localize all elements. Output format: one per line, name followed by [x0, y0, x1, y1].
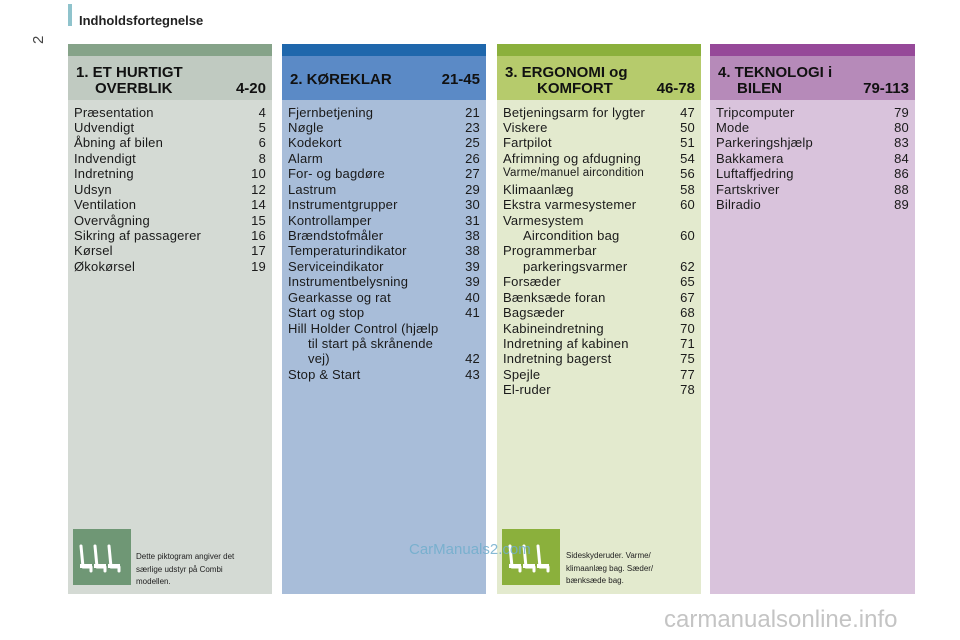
section-header — [497, 56, 701, 100]
toc-entry[interactable] — [74, 259, 266, 274]
entry-page: 79 — [894, 105, 909, 120]
note-line: Dette piktogram angiver det — [136, 552, 235, 561]
page-number: 2 — [30, 35, 47, 44]
toc-entry[interactable] — [503, 367, 695, 382]
section-color-band — [68, 44, 272, 56]
section-page-range: 79-113 — [863, 80, 909, 97]
entry-page: 29 — [465, 182, 480, 197]
section-column-4 — [710, 44, 915, 594]
toc-entry[interactable] — [503, 305, 695, 320]
entry-label: Lastrum — [288, 182, 337, 197]
entry-page: 62 — [680, 259, 695, 274]
toc-entry[interactable] — [288, 228, 480, 243]
entry-page: 51 — [680, 135, 695, 150]
entry-label: Fartpilot — [503, 135, 552, 150]
entry-page: 12 — [251, 182, 266, 197]
section-header — [282, 56, 486, 100]
toc-entry[interactable] — [503, 382, 695, 397]
entry-label: Luftaffjedring — [716, 166, 794, 181]
entry-page: 26 — [465, 151, 480, 166]
entry-label: Indretning af kabinen — [503, 336, 629, 351]
note-line: bænksæde bag. — [566, 576, 624, 585]
entry-label: Temperaturindikator — [288, 243, 407, 258]
toc-entry[interactable] — [503, 182, 695, 197]
entry-label: Viskere — [503, 120, 548, 135]
entry-page: 86 — [894, 166, 909, 181]
toc-entry[interactable] — [503, 135, 695, 150]
section-title-line2: BILEN — [737, 80, 782, 97]
toc-entry[interactable] — [716, 197, 909, 212]
section-title-line1: 1. ET HURTIGT — [76, 64, 183, 81]
toc-entry[interactable] — [288, 182, 480, 197]
entry-page: 65 — [680, 274, 695, 289]
entry-page: 10 — [251, 166, 266, 181]
entry-label: Sikring af passagerer — [74, 228, 202, 243]
entry-label: parkeringsvarmer — [523, 259, 628, 274]
toc-entry[interactable] — [503, 151, 695, 166]
entry-page: 78 — [680, 382, 695, 397]
section-page-range: 4-20 — [235, 80, 266, 97]
section-title-line2: KOMFORT — [537, 80, 613, 97]
toc-entry[interactable] — [74, 166, 266, 181]
note-line: klimaanlæg bag. Sæder/ — [566, 563, 654, 573]
toc-entry[interactable] — [503, 197, 695, 212]
entry-page: 60 — [680, 197, 695, 212]
entry-page: 30 — [465, 197, 480, 212]
toc-entry[interactable] — [288, 166, 480, 181]
toc-entry[interactable] — [74, 243, 266, 258]
toc-entry[interactable] — [288, 120, 480, 135]
entry-page: 50 — [680, 120, 695, 135]
entry-label: Betjeningsarm for lygter — [503, 105, 646, 120]
section-color-band — [282, 44, 486, 56]
entry-page: 38 — [465, 228, 480, 243]
section-column-1 — [68, 44, 272, 594]
entry-page: 8 — [258, 151, 266, 166]
pictogram-note — [136, 551, 234, 589]
entry-label: Kodekort — [288, 135, 342, 150]
entry-label: Indretning — [74, 166, 134, 181]
entry-label: vej) — [308, 351, 330, 366]
toc-entry[interactable] — [288, 367, 480, 382]
entry-label: Økokørsel — [74, 259, 136, 274]
entry-page: 40 — [465, 290, 480, 305]
page-title: Indholdsfortegnelse — [79, 13, 204, 28]
entry-label: Indvendigt — [74, 151, 136, 166]
entry-label: Gearkasse og rat — [288, 290, 391, 305]
entry-label: Kørsel — [74, 243, 113, 258]
entry-page: 17 — [251, 243, 266, 258]
toc-entry[interactable] — [74, 213, 266, 228]
entry-page: 23 — [465, 120, 480, 135]
entry-page: 15 — [251, 213, 266, 228]
entry-label: Bakkamera — [716, 151, 784, 166]
entry-page: 80 — [894, 120, 909, 135]
toc-entry[interactable] — [288, 259, 480, 274]
toc-entry[interactable] — [503, 290, 695, 305]
toc-entry[interactable] — [288, 135, 480, 150]
entry-page: 56 — [680, 166, 695, 181]
entry-label: Kabineindretning — [503, 321, 604, 336]
section-column-3 — [497, 44, 701, 594]
entry-label: Bilradio — [716, 197, 761, 212]
seat-row-icon — [73, 529, 131, 585]
pictogram-note — [566, 550, 653, 588]
toc-entry[interactable] — [288, 105, 480, 120]
toc-entry[interactable] — [503, 351, 695, 366]
toc-entry-continued[interactable] — [503, 228, 695, 243]
toc-entry[interactable] — [716, 182, 909, 197]
toc-entry[interactable] — [503, 243, 695, 258]
toc-entry[interactable] — [503, 105, 695, 120]
toc-entry[interactable] — [74, 151, 266, 166]
section-column-2 — [282, 44, 486, 594]
entry-label: Afrimning og afdugning — [503, 151, 642, 166]
entry-page: 71 — [680, 336, 695, 351]
entry-label: Udvendigt — [74, 120, 135, 135]
entry-label: Åbning af bilen — [74, 135, 164, 150]
toc-entry[interactable] — [503, 120, 695, 135]
toc-entry[interactable] — [288, 290, 480, 305]
toc-entry[interactable] — [74, 228, 266, 243]
entry-page: 38 — [465, 243, 480, 258]
section-title-line1: 3. ERGONOMI og — [505, 64, 628, 81]
toc-entry[interactable] — [74, 197, 266, 212]
watermark-link[interactable]: CarManuals2.com — [409, 541, 531, 558]
entry-label: Indretning bagerst — [503, 351, 612, 366]
toc-entry[interactable] — [503, 166, 695, 181]
entry-page: 88 — [894, 182, 909, 197]
entry-page: 84 — [894, 151, 909, 166]
entry-label: Nøgle — [288, 120, 324, 135]
entry-page: 47 — [680, 105, 695, 120]
entry-page: 4 — [258, 105, 266, 120]
entry-label: Fartskriver — [716, 182, 780, 197]
entry-page: 27 — [465, 166, 480, 181]
entry-label: Parkeringshjælp — [716, 135, 813, 150]
toc-entry[interactable] — [74, 120, 266, 135]
entry-page: 67 — [680, 290, 695, 305]
entry-label: Ventilation — [74, 197, 137, 212]
entry-label: Instrumentgrupper — [288, 197, 398, 212]
entry-page: 39 — [465, 259, 480, 274]
section-page-range: 46-78 — [656, 80, 695, 97]
entry-page: 39 — [465, 274, 480, 289]
toc-entry[interactable] — [503, 213, 695, 228]
note-line: Sideskyderuder. Varme/ — [566, 551, 651, 560]
entry-page: 58 — [680, 182, 695, 197]
section-page-range: 21-45 — [441, 71, 480, 88]
entry-page: 89 — [894, 197, 909, 212]
entry-label: Klimaanlæg — [503, 182, 574, 197]
entry-label: Fjernbetjening — [288, 105, 374, 120]
entry-label: Tripcomputer — [716, 105, 795, 120]
toc-entry-continued[interactable] — [503, 259, 695, 274]
entry-page: 75 — [680, 351, 695, 366]
toc-entry[interactable] — [288, 321, 480, 336]
toc-entry[interactable] — [74, 105, 266, 120]
toc-entry[interactable] — [288, 274, 480, 289]
toc-entry[interactable] — [503, 274, 695, 289]
section-title-line1: 2. KØREKLAR — [290, 71, 392, 88]
toc-entry[interactable] — [288, 305, 480, 320]
entry-label: Hill Holder Control (hjælp — [288, 321, 439, 336]
header-accent-bar — [68, 4, 72, 26]
entry-page: 5 — [258, 120, 266, 135]
entry-label: Start og stop — [288, 305, 365, 320]
entry-label: For- og bagdøre — [288, 166, 385, 181]
entry-page: 42 — [465, 351, 480, 366]
entry-label: El-ruder — [503, 382, 551, 397]
entry-label: Forsæder — [503, 274, 561, 289]
section-color-band — [710, 44, 915, 56]
footer-watermark: carmanualsonline.info — [664, 606, 898, 633]
note-line: særlige udstyr på Combi — [136, 564, 223, 574]
entry-label: Udsyn — [74, 182, 112, 197]
toc-entry[interactable] — [74, 135, 266, 150]
entry-label: til start på skrånende — [308, 336, 434, 351]
toc-entry[interactable] — [503, 321, 695, 336]
toc-entry[interactable] — [716, 135, 909, 150]
toc-entry[interactable] — [716, 105, 909, 120]
entry-page: 14 — [251, 197, 266, 212]
section-header — [710, 56, 915, 100]
entry-page: 25 — [465, 135, 480, 150]
entry-page: 54 — [680, 151, 695, 166]
toc-entry[interactable] — [288, 243, 480, 258]
entry-page: 41 — [465, 305, 480, 320]
entry-label: Serviceindikator — [288, 259, 384, 274]
entry-label: Bagsæder — [503, 305, 565, 320]
toc-entry[interactable] — [288, 151, 480, 166]
entry-page: 21 — [465, 105, 480, 120]
entry-page: 83 — [894, 135, 909, 150]
entry-page: 70 — [680, 321, 695, 336]
entry-label: Stop & Start — [288, 367, 361, 382]
note-line: modellen. — [136, 577, 171, 586]
entry-label: Varmesystem — [503, 213, 584, 228]
section-title-line1: 4. TEKNOLOGI i — [718, 64, 833, 81]
entry-label: Programmerbar — [503, 243, 597, 258]
entry-label: Mode — [716, 120, 750, 135]
toc-entry[interactable] — [288, 197, 480, 212]
entry-label: Overvågning — [74, 213, 150, 228]
toc-entry[interactable] — [503, 336, 695, 351]
toc-entry[interactable] — [716, 120, 909, 135]
entry-page: 6 — [258, 135, 266, 150]
toc-entry-continued[interactable] — [288, 336, 480, 351]
section-title-line2: OVERBLIK — [95, 80, 173, 97]
entry-label: Aircondition bag — [523, 228, 620, 243]
section-header — [68, 56, 272, 100]
entry-label: Bænksæde foran — [503, 290, 606, 305]
toc-entry[interactable] — [716, 151, 909, 166]
entry-label: Kontrollamper — [288, 213, 372, 228]
entry-label: Varme/manuel aircondition — [503, 167, 644, 179]
entry-label: Ekstra varmesystemer — [503, 197, 637, 212]
entry-label: Spejle — [503, 367, 541, 382]
entry-page: 60 — [680, 228, 695, 243]
entry-label: Præsentation — [74, 105, 154, 120]
section-color-band — [497, 44, 701, 56]
toc-entry[interactable] — [716, 166, 909, 181]
entry-page: 77 — [680, 367, 695, 382]
entry-label: Instrumentbelysning — [288, 274, 409, 289]
entry-page: 31 — [465, 213, 480, 228]
entry-page: 68 — [680, 305, 695, 320]
entry-page: 43 — [465, 367, 480, 382]
entry-page: 19 — [251, 259, 266, 274]
entry-label: Brændstofmåler — [288, 228, 384, 243]
toc-entry[interactable] — [288, 213, 480, 228]
toc-entry[interactable] — [74, 182, 266, 197]
toc-entry-continued[interactable] — [288, 351, 480, 366]
entry-label: Alarm — [288, 151, 323, 166]
entry-page: 16 — [251, 228, 266, 243]
